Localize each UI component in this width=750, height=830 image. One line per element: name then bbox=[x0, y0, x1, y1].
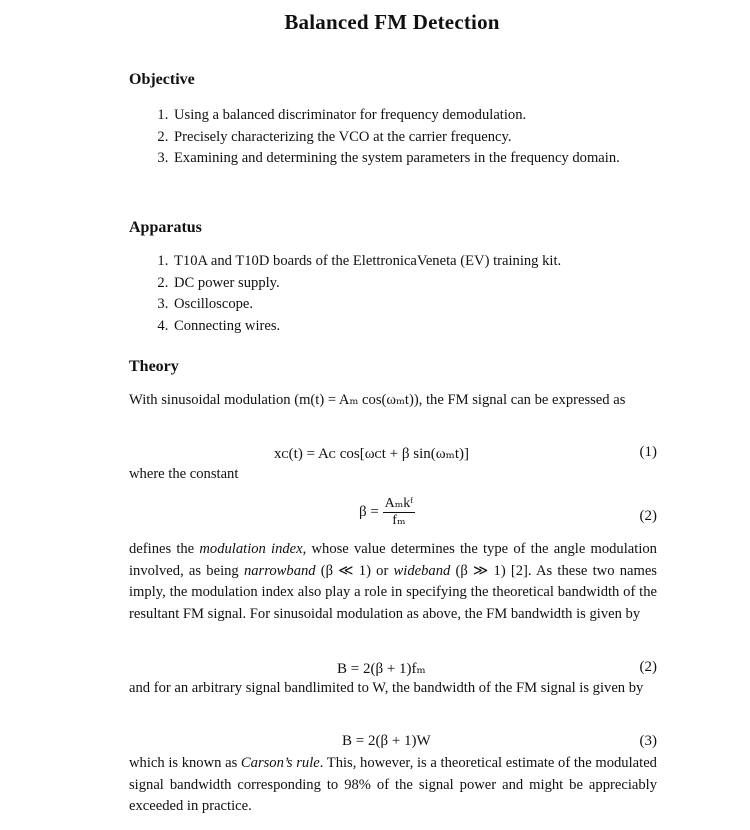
p3-term-modulation-index: modulation index bbox=[199, 541, 303, 557]
equation-4 bbox=[129, 733, 657, 755]
equation-2-fraction bbox=[383, 496, 416, 529]
p3-term-wideband: wideband bbox=[393, 562, 451, 579]
p5-term-carsons-rule: Carson’s rule bbox=[240, 755, 320, 771]
equation-2-numerator: Aₘkᶠ bbox=[384, 496, 414, 511]
equation-4-number: (3) bbox=[639, 733, 657, 749]
equation-4-expression: B = 2(β + 1)W bbox=[342, 733, 431, 749]
objective-item-1: 1. Using a balanced discriminator for frequency demodulation. bbox=[172, 105, 642, 127]
equation-1 bbox=[129, 444, 657, 466]
theory-paragraph-4: and for an arbitrary signal bandlimited to W, the bandwidth of the FM signal is given by bbox=[129, 680, 644, 696]
theory-paragraph-2: where the constant bbox=[129, 466, 239, 482]
objective-list bbox=[150, 105, 642, 170]
theory-heading: Theory bbox=[129, 358, 179, 375]
p3-text-b: , whose value determines the type of the angle modulation involved, as being bbox=[129, 541, 657, 579]
objective-item-2: 2. Precisely characterizing the VCO at the carrier frequency. bbox=[172, 127, 642, 149]
apparatus-item-2: 2. DC power supply. bbox=[172, 273, 642, 295]
equation-3-expression: B = 2(β + 1)fₘ bbox=[337, 661, 426, 677]
document-title: Balanced FM Detection bbox=[284, 10, 500, 34]
equation-3-number: (2) bbox=[639, 659, 657, 675]
apparatus-item-1: 1. T10A and T10D boards of the ElettronicaVeneta (EV) training kit. bbox=[172, 251, 642, 273]
equation-2-denominator: fₘ bbox=[392, 513, 406, 528]
theory-paragraph-1: With sinusoidal modulation (m(t) = Aₘ cos(ωₘt)), the FM signal can be expressed as bbox=[129, 392, 626, 408]
p3-text-c: (β ≪ 1) or bbox=[315, 562, 394, 579]
equation-2-lhs: β = bbox=[359, 503, 379, 520]
equation-1-number: (1) bbox=[639, 444, 657, 460]
p3-text-a: defines the bbox=[129, 541, 200, 557]
theory-paragraph-5 bbox=[129, 753, 657, 818]
objective-item-3: 3. Examining and determining the system parameters in the frequency domain. bbox=[172, 148, 642, 170]
apparatus-item-4: 4. Connecting wires. bbox=[172, 316, 642, 338]
equation-2 bbox=[129, 496, 657, 540]
apparatus-list bbox=[150, 251, 642, 337]
equation-2-expression bbox=[359, 496, 415, 529]
equation-1-expression: xᴄ(t) = Aᴄ cos[ωᴄt + β sin(ωₘt)] bbox=[274, 446, 469, 462]
theory-paragraph-3 bbox=[129, 539, 657, 625]
p3-term-narrowband: narrowband bbox=[243, 562, 316, 579]
equation-2-number: (2) bbox=[639, 508, 657, 524]
apparatus-heading: Apparatus bbox=[129, 219, 202, 236]
p5-text-a: which is known as bbox=[129, 755, 241, 771]
p3-text-d: (β ≫ 1) [2]. As these two names imply, the modulation index also play a role in specifying the theoretical bandwidth of the resultant FM signal. For sinusoidal modulation as above, the FM bandwidth is given by bbox=[129, 562, 657, 622]
objective-heading: Objective bbox=[129, 71, 195, 88]
p5-text-b: . This, however, is a theoretical estimate of the modulated signal bandwidth corresponding to 98% of the signal power and might be appreciably exceeded in practice. bbox=[129, 755, 657, 814]
apparatus-item-3: 3. Oscilloscope. bbox=[172, 294, 642, 316]
